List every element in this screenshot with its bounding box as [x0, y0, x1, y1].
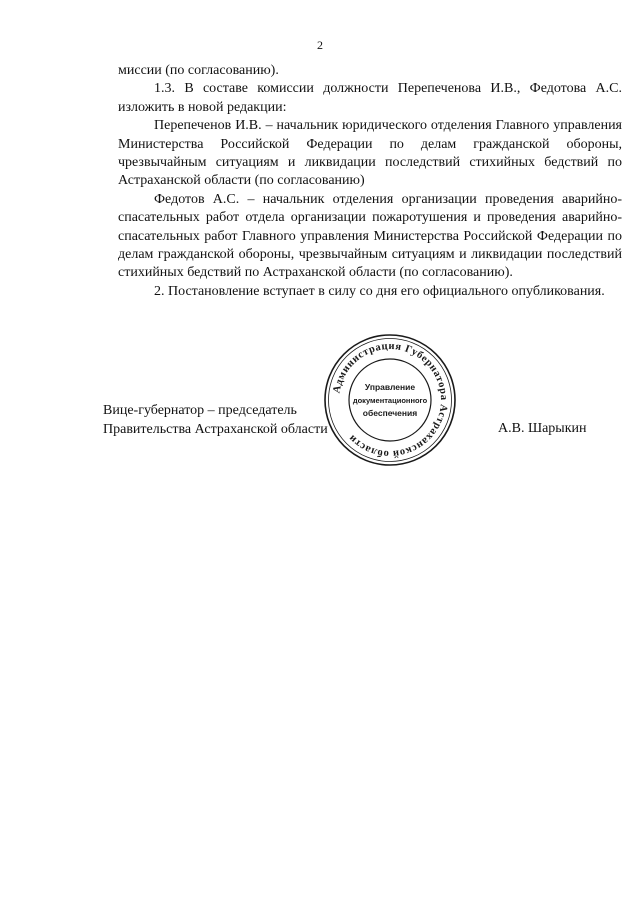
seal-center-line-2: документационного — [352, 396, 428, 405]
paragraph-continuation: миссии (по согласованию). — [118, 63, 279, 78]
seal-center-line-1: Управление — [364, 382, 416, 392]
official-seal-icon — [322, 332, 458, 468]
signatory-title-line-1: Вице-губернатор – председатель — [103, 403, 297, 418]
page-number: 2 — [317, 38, 323, 52]
paragraph-fedotov: Федотов А.С. – начальник отделения организации проведения аварийно-спасательных работ отдела организации пожаротушения и проведения аварийно-спасательных работ Главного управления Министерства Российской Федерации по делам гражданской обороны, чрезвычайным ситуациям и ликвидации последствий стихийных бедствий по Астраханской области (по согласованию). — [118, 191, 622, 281]
seal-center-line-3: обеспечения — [362, 408, 418, 418]
seal-ring-text: Администрация Губернатора Астраханской области — [331, 340, 450, 460]
document-body — [118, 62, 622, 301]
paragraph-item-2: 2. Постановление вступает в силу со дня его официального опубликования. — [154, 283, 605, 299]
signatory-name: А.В. Шарыкин — [498, 421, 587, 436]
signatory-title — [103, 402, 328, 439]
paragraph-item-1-3: 1.3. В составе комиссии должности Перепеченова И.В., Федотова А.С. изложить в новой редакции: — [118, 81, 622, 115]
signatory-title-line-2: Правительства Астраханской области — [103, 421, 328, 437]
paragraph-perepechenov: Перепеченов И.В. – начальник юридического отделения Главного управления Министерства Российской Федерации по делам гражданской обороны, чрезвычайным ситуациям и ликвидации последствий стихийных бедствий по Астраханской области (по согласованию) — [118, 118, 622, 189]
